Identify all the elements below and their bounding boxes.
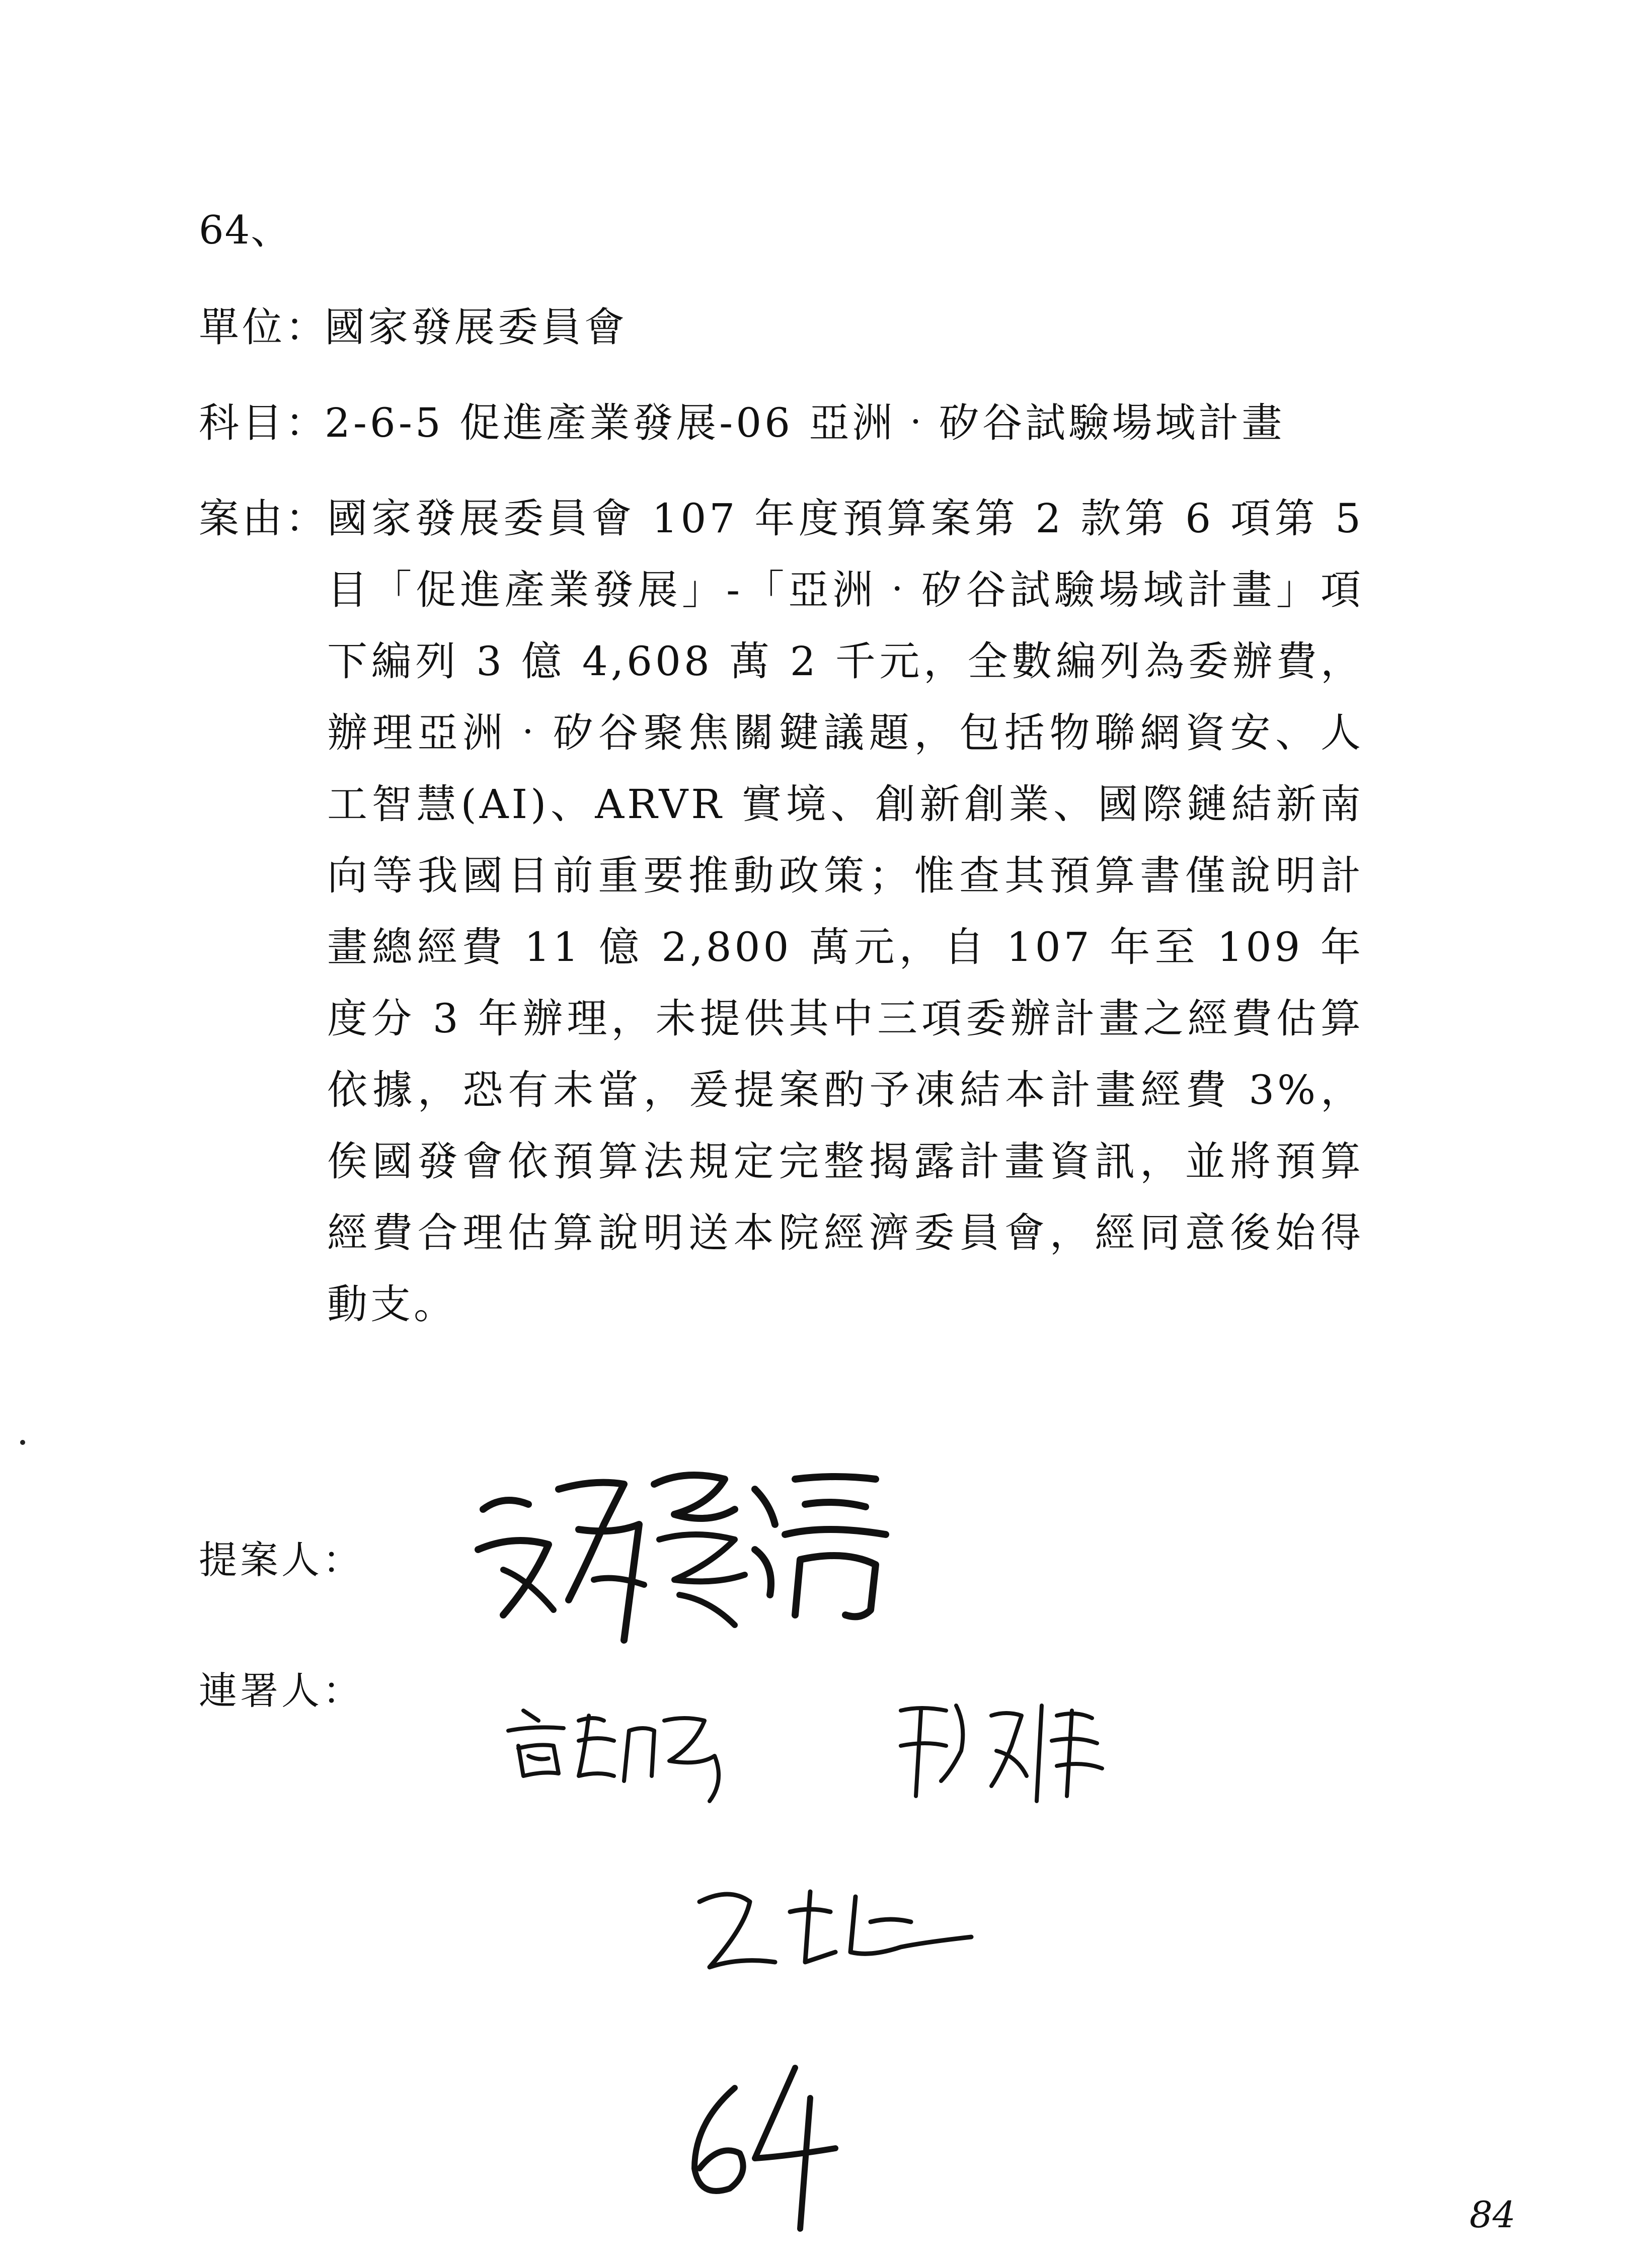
cosigner-signature-3 xyxy=(689,1882,1001,1982)
scan-speck xyxy=(20,1440,25,1445)
unit-value: 國家發展委員會 xyxy=(325,304,628,351)
cosigner-signature-1 xyxy=(503,1700,765,1811)
unit-row xyxy=(199,292,628,363)
cosigner-label: 連署人： xyxy=(199,1668,364,1713)
item-number: 64、 xyxy=(199,208,291,253)
proposer-label: 提案人： xyxy=(199,1537,364,1582)
cosigner-signature-2 xyxy=(891,1695,1132,1811)
subject-label: 科目： xyxy=(199,399,329,446)
handwritten-number xyxy=(674,2058,856,2239)
subject-row xyxy=(199,387,1285,459)
proposer-signature xyxy=(473,1449,926,1660)
subject-value: 2-6-5 促進產業發展-06 亞洲‧矽谷試驗場域計畫 xyxy=(325,399,1285,446)
reason-label: 案由： xyxy=(199,495,329,542)
unit-label: 單位： xyxy=(199,304,329,351)
page-number: 84 xyxy=(1469,2194,1516,2236)
reason-text: 國家發展委員會 107 年度預算案第 2 款第 6 項第 5 目「促進產業發展」-「亞洲‧矽谷試驗場域計畫」項下編列 3 億 4,608 萬 2 千元，全數編列為委辦費，辦理亞洲‧矽谷聚焦關鍵議題，包括物聯網資安、人工智慧(AI)、ARVR 實境、創新創業、國際鏈結新南向等我國目前重要推動政策；惟查其預算書僅說明計畫總經費 11 億 2,800 萬元，自 107 年至 109 年度分 3 年辦理，未提供其中三項委辦計畫之經費估算依據，恐有未當，爰提案酌予凍結本計畫經費 3%，俟國發會依預算法規定完整揭露計畫資訊，並將預算經費合理估算說明送本院經濟委員會，經同意後始得動支。 xyxy=(327,495,1364,1328)
handwritten-number-drawing xyxy=(674,2058,856,2239)
